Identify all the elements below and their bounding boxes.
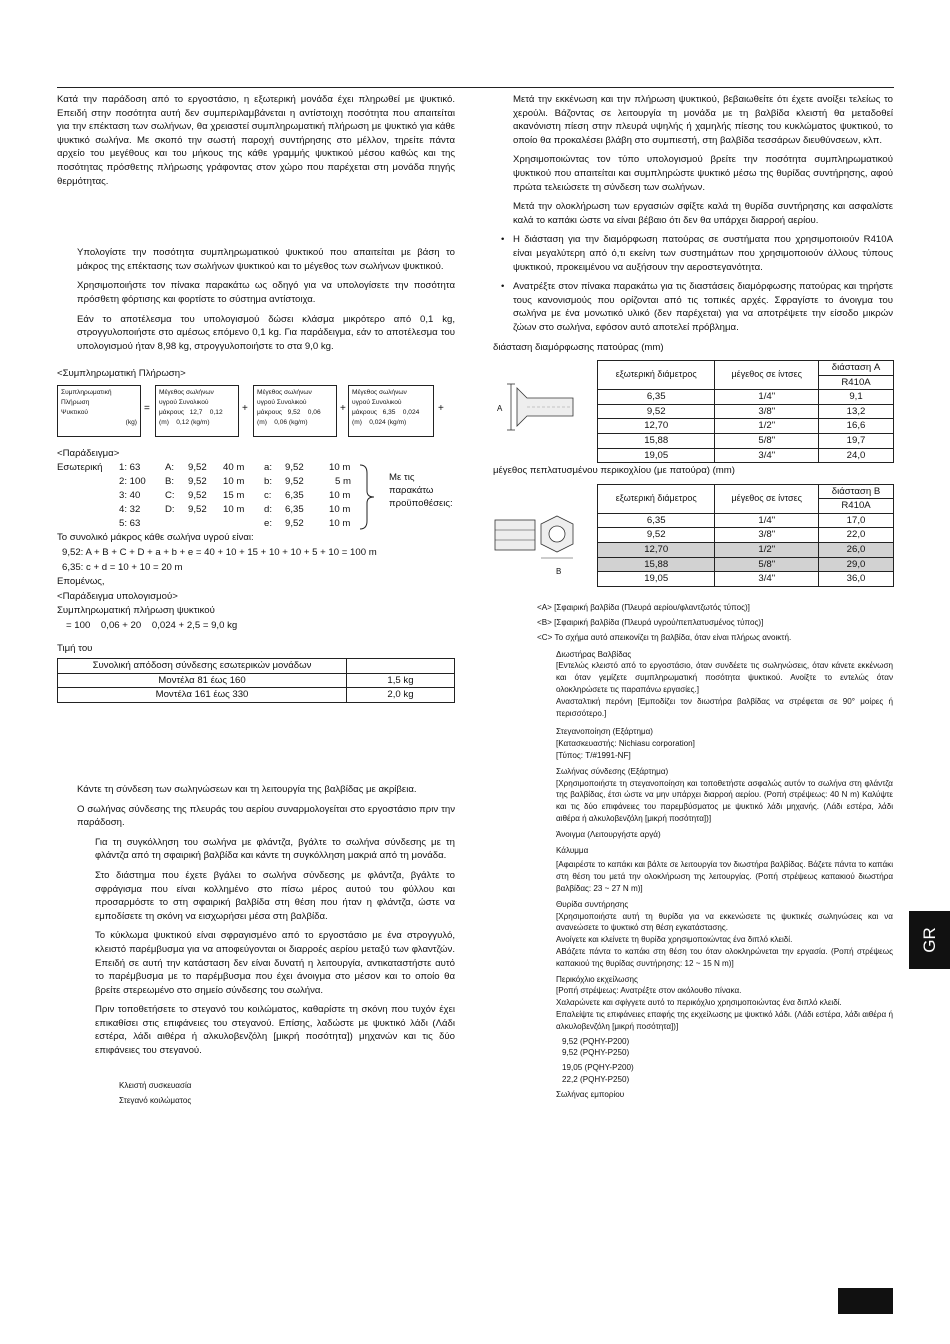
flare-dimension-table — [597, 360, 894, 463]
cell: 1/4" — [715, 390, 819, 405]
example-cell: 9,52 — [188, 504, 207, 516]
connection-paragraph-1: Κάντε τη σύνδεση των σωληνώσεων και τη λειτουργία της βαλβίδας με ακρίβεια. — [77, 783, 417, 795]
service-port-title: Θυρίδα συντήρησης — [556, 899, 629, 909]
stopper-pin-title: Ανασταλτική περόνη — [556, 696, 633, 706]
formula-box-total — [57, 385, 141, 437]
cell: 15,88 — [598, 434, 715, 449]
alpha-value: 1,5 kg — [347, 673, 455, 688]
calc-paragraph-1: Υπολογίστε την ποσότητα συμπληρωματικού ψυκτικού που απαιτείται με βάση το μάκρος της επέκτασης των σωλήνων ψυκτικού και το μέγεθος των σωλήνων ψυκτικού. — [77, 247, 455, 272]
cap-text: [Αφαιρέστε το καπάκι και βάλτε σε λειτουργία τον διωστήρα βαλβίδας. Βάζετε πάντα το καπάκι στη θέση του μετά την ολοκλήρωση της λειτουργίας. (Ροπή στρέψεως καπακιού διωστήρα βαλβίδας: 23 ~ 27 N m)] — [556, 860, 893, 894]
example-cell: 10 m — [223, 504, 245, 516]
example-cell: 9,52 — [285, 518, 304, 530]
note-b: <B> [Σφαιρική βαλβίδα (Πλευρά υγρού/πεπλατυσμένος τύπος)] — [537, 617, 764, 627]
cell: 9,1 — [819, 390, 894, 405]
example-block — [57, 461, 455, 532]
col-inch-size: μέγεθος σε ίντσες — [715, 361, 819, 390]
formula-text: 0,024 — [402, 408, 420, 416]
nut-dimension-table — [597, 484, 894, 587]
col-dim-a: διάσταση A — [819, 361, 894, 376]
cell-highlighted: 15,88 — [598, 557, 715, 572]
example-cell: D: — [165, 504, 175, 516]
example-cell: B: — [165, 475, 175, 487]
cell: 16,6 — [819, 419, 894, 434]
gasket-type: [Τύπος: T/#1991-NF] — [556, 751, 631, 761]
valve-stem-title: Διωστήρας Βαλβίδας — [556, 649, 632, 659]
formula-text: Ψυκτικού — [61, 408, 88, 416]
total-length-title: Το συνολικό μάκρος κάθε σωλήνα υγρού είναι: — [57, 532, 254, 544]
col-r410a: R410A — [819, 375, 894, 390]
flare-nut-text-1: [Ροπή στρέψεως: Ανατρέξτε στον ακόλουθο πίνακα. — [556, 986, 742, 996]
example-cell: 1: 63 — [119, 461, 141, 473]
gasket-maker: [Κατασκευαστής: Nichiasu corporation] — [556, 739, 695, 749]
example-cell: 15 m — [223, 489, 245, 501]
example-cell: e: — [264, 518, 273, 530]
example-cell: 2: 100 — [119, 475, 146, 487]
page-number-block — [838, 1288, 893, 1314]
cell-highlighted: 26,0 — [819, 543, 894, 558]
curly-brace-icon — [357, 463, 383, 531]
example-cell: 9,52 — [188, 475, 207, 487]
intro-paragraph: Κατά την παράδοση από το εργοστάσιο, η εξωτερική μονάδα έχει πληρωθεί με ψυκτικό. Επειδή στην ποσότητα αυτή δεν συμπεριλαμβάνεται η αντίστοιχη ποσότητα που απαιτείται για την επέκταση των σωλήνων, θα χρειαστεί συμπληρωματική πλήρωση με ψυκτικό για κάθε ψυκτικό σωλήνα. Με σκοπό την σωστή παροχή συντήρησης στο μέλλον, τηρείτε πάντα αρχείο του μεγέθους και του μήκους της κάθε γραμμής ψυκτικού μέσου καθώς και της ποσότητας πρόσθετης πλήρωσης γράφοντας στον χώρο που παρέχεται στη μονάδα πηγής θερμότητας. — [57, 94, 455, 187]
formula-text: 12,7 — [189, 408, 203, 416]
formula-text: 0,06 — [307, 408, 321, 416]
example-cell: 4: 32 — [119, 504, 141, 516]
formula-text: Μέγεθος σωλήνων — [257, 388, 312, 396]
bullet-flare-size: • Η διάσταση για την διαμόρφωση πατούρας σε συστήματα που χρησιμοποιούν R410A είναι μεγαλύτερη από ό,τι εκείνη των συστημάτων που χρησιμοποιούν άλλους τύπους ψυκτικού, προκειμένου να αυξήσουν την αεροστεγανότητα. — [493, 233, 893, 274]
stopper-pin-text: [Εμποδίζει τον διωστήρα βαλβίδας να στρέφεται σε 90° μοίρες ή περισσότερο.] — [556, 696, 894, 718]
cell: 19,05 — [598, 448, 715, 463]
formula-text: Μέγεθος σωλήνων — [352, 388, 407, 396]
formula-unit: 0,06 (kg/m) — [274, 418, 308, 426]
cell: 12,70 — [598, 419, 715, 434]
connection-paragraph-6: Πριν τοποθετήσετε το στεγανό του κοιλώματος, καθαρίστε τη σκόνη που τυχόν έχει επικαθίσει στις επιφάνειες του στεγανού. Επίσης, λαδώστε με ψυκτικό λάδι (Λάδι εστέρα, λάδι αιθέρα ή αλκυλοβενζόλη [μικρή ποσότητα]) μηχανών και τις δύο επιφάνειες του στεγανού. — [95, 1004, 455, 1057]
cell: 17,0 — [819, 513, 894, 528]
formula-text: μάκρους — [159, 408, 185, 416]
example-title: <Παράδειγμα> — [57, 447, 120, 459]
alpha-model: Μοντέλα 161 έως 330 — [58, 688, 347, 703]
formula-unit: (m) — [257, 418, 267, 426]
example-cell: 9,52 — [285, 475, 304, 487]
connection-paragraph-3: Για τη συγκόλληση του σωλήνα με φλάντζα, βγάλτε το σωλήνα σύνδεσης με τη φλάντζα από τη σφαιρική βαλβίδα και κάντε τη συγκόλληση μακριά από τη μονάδα. — [95, 836, 455, 862]
cell: 36,0 — [819, 572, 894, 587]
col-inch-size: μέγεθος σε ίντσες — [715, 484, 819, 513]
col-outer-diameter: εξωτερική διάμετρος — [598, 484, 715, 513]
example-cell: 3: 40 — [119, 489, 141, 501]
example-conditions — [389, 471, 453, 510]
formula-unit: 0,024 (kg/m) — [369, 418, 407, 426]
bullet-flare-table: • Ανατρέξτε στον πίνακα παρακάτω για τις διαστάσεις διαμόρφωσης πατούρας και τηρήστε τους κανονισμούς που ορίζονται από τις τοπικές αρχές. Σφραγίστε το άνοιγμα του σωλήνα με ένα μονωτικό υλικό (δεν παρέχεται) για να αποτρέψετε την είσοδο μικρών ζώων στο σωλήνα, εφόσον αυτό αποτελεί πρόβλημα. — [493, 280, 893, 334]
formula-text: 0,12 — [209, 408, 223, 416]
formula-text: 9,52 — [287, 408, 301, 416]
right-column — [493, 93, 893, 1101]
example-cell: 9,52 — [285, 461, 304, 473]
legend-closed-package: Κλειστή συσκευασία — [119, 1080, 192, 1090]
calc-example-title: <Παράδειγμα υπολογισμού> — [57, 590, 178, 602]
formula-unit: (kg) — [125, 418, 137, 426]
cell: 13,2 — [819, 404, 894, 419]
cell: 5/8" — [715, 434, 819, 449]
formula-text: Πλήρωση — [61, 398, 90, 406]
formula-plus: + — [340, 402, 346, 414]
cell: 6,35 — [598, 390, 715, 405]
open-direction: Άνοιγμα (Λειτουργήστε αργά) — [556, 829, 661, 839]
total-635: 6,35: c + d = 10 + 10 = 20 m — [62, 561, 183, 573]
legend-groove-seal: Στεγανό κοιλώματος — [119, 1095, 192, 1105]
formula-text: υγρού Συνολικού — [352, 398, 402, 406]
note-c: <C> Το σχήμα αυτό απεικονίζει τη βαλβίδα, όταν είναι πλήρως ανοικτή. — [537, 632, 792, 642]
col-r410a: R410A — [819, 499, 894, 514]
cell: 24,0 — [819, 448, 894, 463]
right-paragraph-3: Μετά την ολοκλήρωση των εργασιών σφίξτε καλά τη θυρίδα συντήρησης και ασφαλίστε καλά το καπάκι ώστε να είναι βέβαιο ότι δεν θα υπάρχει διαρροή αερίου. — [513, 201, 893, 226]
example-cell: 10 m — [223, 475, 245, 487]
example-cell: 10 m — [329, 518, 351, 530]
cell-highlighted: 12,70 — [598, 543, 715, 558]
alpha-value: 2,0 kg — [347, 688, 455, 703]
example-cell: d: — [264, 504, 273, 516]
example-cell: b: — [264, 475, 273, 487]
formula-unit: (m) — [352, 418, 362, 426]
flare-nut-text-3: Επαλείψτε τις επιφάνειες επαφής της εκχείλωσης με ψυκτικό λάδι. (Λάδι εστέρα, λάδι αιθέρα ή αλκυλοβενζόλη [μικρή ποσότητα])] — [556, 1010, 893, 1031]
flare-nut-icon — [493, 512, 585, 564]
cell: 1/2" — [715, 419, 819, 434]
condition-text: παρακάτω — [389, 484, 434, 496]
example-cell: 10 m — [329, 461, 351, 473]
service-port-text-2: Ανοίγετε και κλείνετε τη θυρίδα χρησιμοποιώντας ένα διπλό κλειδί. — [556, 935, 793, 945]
language-tab-label: GR — [919, 927, 939, 953]
total-952: 9,52: A + B + C + D + a + b + e = 40 + 10 + 15 + 10 + 10 + 5 + 10 = 100 m — [62, 547, 377, 559]
condition-text: προϋποθέσεις: — [389, 497, 453, 509]
calc-paragraph-3: Εάν το αποτέλεσμα του υπολογισμού δώσει κλάσμα μικρότερο από 0,1 kg, στρογγυλοποιήστε στο αμέσως επόμενο 0,1 kg. Για παράδειγμα, εάν το αποτέλεσμα του υπολογισμού ήταν 8,98 kg, στρογγυλοποιήστε το στα 9,0 kg. — [77, 313, 455, 352]
flare-table-title: διάσταση διαμόρφωσης πατούρας (mm) — [493, 341, 664, 353]
col-dim-b: διάσταση B — [819, 484, 894, 499]
alpha-header-empty — [347, 659, 455, 674]
alpha-table — [57, 658, 455, 703]
example-cell: 9,52 — [188, 461, 207, 473]
formula-text: μάκρους — [352, 408, 378, 416]
flare-pipe-icon — [493, 380, 583, 440]
language-tab — [909, 911, 950, 969]
formula-plus: + — [242, 402, 248, 414]
model-size-1: 9,52 (PQHY-P200) — [562, 1036, 630, 1046]
alpha-model: Μοντέλα 81 έως 160 — [58, 673, 347, 688]
example-cell: 40 m — [223, 461, 245, 473]
right-paragraph-1: Μετά την εκκένωση και την πλήρωση ψυκτικού, βεβαιωθείτε ότι έχετε ανοίξει τελείως το χερούλι. Βάζοντας σε λειτουργία τη μονάδα με τη βαλβίδα κλειστή θα μεταδοθεί ακανόνιστη πίεση στην πλευρά υψηλής ή χαμηλής πίεσης του κυκλώματος ψυκτικού, το οποίο θα προκαλέσει βλάβη στο συμπιεστή, στη βαλβίδα τεσσάρων διευθύνσεων, κλπ. — [513, 94, 893, 146]
formula-unit: (m) — [159, 418, 169, 426]
header-rule — [57, 87, 894, 88]
formula-text: Συμπληρωματική — [61, 388, 112, 396]
connection-paragraph-2: Ο σωλήνας σύνδεσης της πλευράς του αερίου συναρμολογείται στο εργοστάσιο πριν την παράδοση. — [77, 803, 455, 829]
cell: 19,7 — [819, 434, 894, 449]
calc-paragraph-2: Χρησιμοποιήστε τον πίνακα παρακάτω ως οδηγό για να υπολογίσετε την ποσότητα πρόσθετη φόρτισης και φορτίστε το σύστημα αντίστοιχα. — [77, 280, 455, 305]
dim-b-label: B — [556, 566, 562, 576]
left-column — [57, 93, 455, 1108]
cell-highlighted: 5/8" — [715, 557, 819, 572]
supp-charge-label: Συμπληρωματική πλήρωση ψυκτικού — [57, 605, 215, 617]
formula-unit: 0,12 (kg/m) — [176, 418, 210, 426]
flare-nut-title: Περικόχλιο εκχείλωσης — [556, 974, 638, 984]
example-cell: 10 m — [329, 504, 351, 516]
formula-plus: + — [438, 402, 444, 414]
right-paragraph-2: Χρησιμοποιώντας τον τύπο υπολογισμού βρείτε την ποσότητα συμπληρωματικού ψυκτικού που απαιτείται και συμπληρώστε ψυκτικό μέσω της θυρίδας συντήρησης, αφού πρώτα τελειώσετε τη σύνδεση των σωλήνων. — [513, 154, 893, 193]
cell: 3/8" — [715, 404, 819, 419]
charge-formula — [57, 385, 455, 439]
example-cell: 5 m — [335, 475, 351, 487]
nut-table-title: μέγεθος πεπλατυσμένου περικοχλίου (με πατούρα) (mm) — [493, 465, 735, 477]
example-indoor-label: Εσωτερική — [57, 461, 103, 473]
formula-text: υγρού Συνολικού — [159, 398, 209, 406]
formula-title: <Συμπληρωματική Πλήρωση> — [57, 368, 186, 380]
model-size-3: 19,05 (PQHY-P200) — [562, 1063, 634, 1073]
example-cell: A: — [165, 461, 175, 473]
cell: 9,52 — [598, 528, 715, 543]
connection-paragraph-4: Στο διάστημα που έχετε βγάλει το σωλήνα σύνδεσης με φλάντζα, βγάλτε το σφράγισμα που είναι κολλημένο στο πίσω μέρος αυτού του φύλλου και προσαρμόστε το στη σφαιρική βαλβίδα στη θέση που ήταν η φλάντζα, ώστε να εμποδίσετε τη σκόνη να εισχωρήσει μέσα στη βαλβίδα. — [95, 869, 455, 922]
example-cell: c: — [264, 489, 272, 501]
model-size-4: 22,2 (PQHY-P250) — [562, 1074, 630, 1084]
cell: 3/8" — [715, 528, 819, 543]
dim-a-label: A — [497, 404, 503, 414]
cap-title: Κάλυμμα — [556, 845, 589, 855]
model-size-2: 9,52 (PQHY-P250) — [562, 1048, 630, 1058]
formula-text: Μέγεθος σωλήνων — [159, 388, 214, 396]
example-cell: 6,35 — [285, 489, 304, 501]
field-pipe-label: Σωλήνας εμπορίου — [556, 1089, 625, 1099]
example-cell: C: — [165, 489, 175, 501]
cell: 6,35 — [598, 513, 715, 528]
formula-box-952 — [253, 385, 337, 437]
cell: 22,0 — [819, 528, 894, 543]
flare-nut-text-2: Χαλαρώνετε και σφίγγετε αυτό το περικόχλιο χρησιμοποιώντας ένα διπλό κλειδί. — [556, 998, 842, 1008]
formula-box-635 — [348, 385, 434, 437]
cell: 9,52 — [598, 404, 715, 419]
example-cell: a: — [264, 461, 273, 473]
col-outer-diameter: εξωτερική διάμετρος — [598, 361, 715, 390]
formula-box-127 — [155, 385, 239, 437]
cell-highlighted: 29,0 — [819, 557, 894, 572]
nut-section — [493, 484, 893, 588]
service-port-text-1: [Χρησιμοποιήστε αυτή τη θυρίδα για να εκκενώσετε τις ψυκτικές σωληνώσεις και να ανανεώσετε το ψυκτικό στη θέση εγκατάστασης. — [556, 911, 893, 933]
formula-text: 6,35 — [382, 408, 396, 416]
example-cell: 5: 63 — [119, 518, 141, 530]
gasket-title: Στεγανοποίηση (Εξάρτημα) — [556, 727, 654, 737]
example-cell: 9,52 — [188, 489, 207, 501]
therefore-text: Επομένως, — [57, 576, 105, 588]
cell: 19,05 — [598, 572, 715, 587]
value-of-label: Τιμή του — [57, 642, 93, 654]
valve-stem-text: [Εντελώς κλειστό από το εργοστάσιο, όταν συνδέετε τις σωληνώσεις, όταν κάνετε εκκένωση και όταν γεμίζετε συμπληρωματική ποσότητα ψυκτικού. Ανοίξτε το εντελώς όταν ολοκληρώσετε τις παραπάνω εργασίες.] — [556, 661, 893, 695]
service-port-text-3: ΑΒάζετε πάντα το καπάκι στη θέση του όταν ολοκληρώνεται την εργασία. (Ροπή στρέψεως καπακιού της θυρίδας συντήρησης: 12 ~ 15 N m)] — [556, 947, 893, 968]
cell: 3/4" — [715, 448, 819, 463]
flare-section — [493, 360, 893, 460]
calc-result: = 100 0,06 + 20 0,024 + 2,5 = 9,0 kg — [66, 620, 238, 631]
connecting-pipe-title: Σωλήνας σύνδεσης (Εξάρτημα) — [556, 766, 669, 776]
alpha-header: Συνολική απόδοση σύνδεσης εσωτερικών μονάδων — [58, 659, 347, 674]
connection-paragraph-5: Το κύκλωμα ψυκτικού είναι σφραγισμένο από το εργοστάσιο με ένα στρογγυλό, κλειστό παρέμβυσμα για να αποφεύγονται οι διαρροές αερίου μεταξύ των φλαντζών. Επειδή σε αυτή την κατάσταση δεν είναι δυνατή η λειτουργία, αντικαταστήστε αυτό το παρέμβυσμα με το παρέμβυσμα που έχει άνοιγμα στο μέσον και το οποίο θα βρείτε στερεωμένο στο σημείο σύνδεσης του σωλήνα. — [95, 930, 455, 996]
example-cell: 10 m — [329, 489, 351, 501]
cell-highlighted: 1/2" — [715, 543, 819, 558]
formula-text: υγρού Συνολικού — [257, 398, 307, 406]
formula-text: μάκρους — [257, 408, 283, 416]
connecting-pipe-text: [Χρησιμοποιήστε τη στεγανοποίηση και τοποθετήστε ασφαλώς αυτόν το σωλήνα στη φλάντζα της βαλβίδας, έτσι ώστε να μην υπάρχει διαρροή αερίου. (Ροπή στρέψεως: 40 N m) Καλύψτε και τις δύο επιφάνειες του παρεμβύσματος με ψυκτικό λάδι μηχανής. (Λάδι εστέρα, λάδι αιθέρα ή αλκυλοβενζόλη [μικρή ποσότητα])] — [556, 778, 893, 824]
cell: 3/4" — [715, 572, 819, 587]
note-a: <A> [Σφαιρική βαλβίδα (Πλευρά αερίου/φλαντζωτός τύπος)] — [537, 602, 750, 612]
example-cell: 6,35 — [285, 504, 304, 516]
formula-equals: = — [144, 402, 150, 414]
condition-text: Με τις — [389, 471, 415, 483]
cell: 1/4" — [715, 513, 819, 528]
